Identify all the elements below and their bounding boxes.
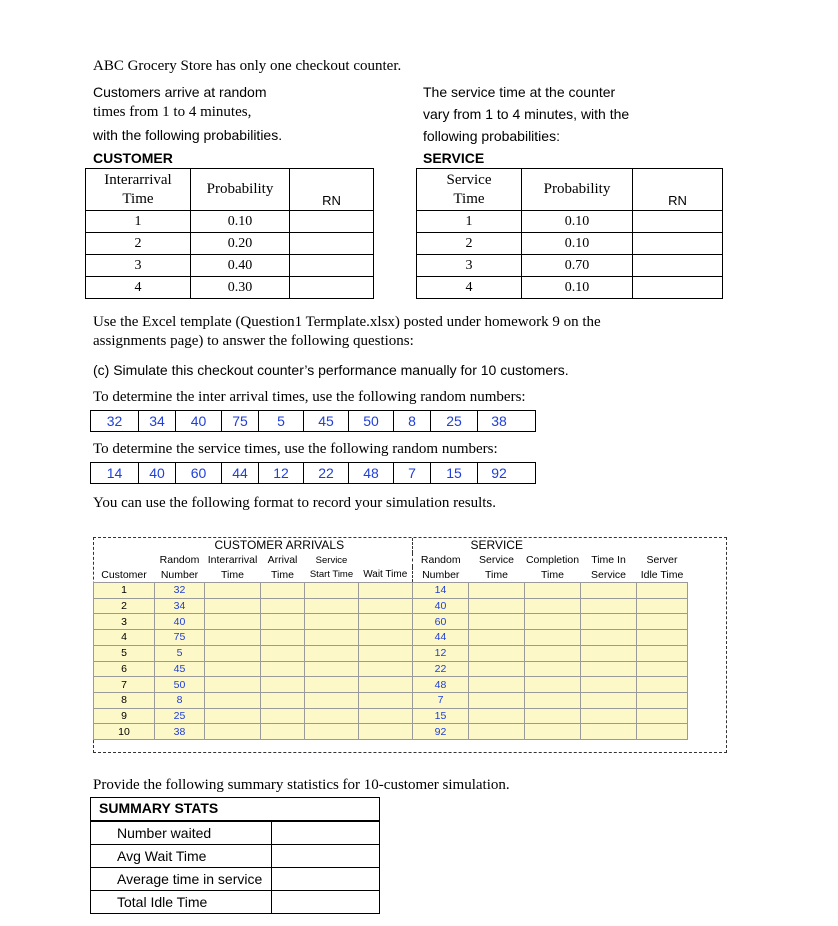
- arrival-time-cell[interactable]: [261, 630, 305, 646]
- service-random-cell: 92: [413, 724, 469, 740]
- idle-time-cell[interactable]: [637, 692, 688, 708]
- summary-title: SUMMARY STATS: [91, 798, 379, 821]
- service-time-cell[interactable]: [469, 614, 525, 630]
- service-start-cell[interactable]: [305, 708, 359, 724]
- time-cell: 4: [417, 277, 522, 299]
- summary-label: Number waited: [117, 825, 212, 841]
- summary-label: Average time in service: [117, 871, 263, 887]
- random-number: 12: [259, 463, 304, 483]
- service-random-numbers: [90, 462, 536, 484]
- time-in-service-cell[interactable]: [581, 661, 637, 677]
- service-start-cell[interactable]: [305, 614, 359, 630]
- time-in-service-cell[interactable]: [581, 598, 637, 614]
- completion-time-cell[interactable]: [525, 583, 581, 599]
- random-number: 22: [304, 463, 349, 483]
- rn-cell[interactable]: [290, 211, 374, 233]
- table-row: [417, 211, 723, 233]
- probability-header: Probability: [191, 169, 290, 211]
- col-completion-sub: Time: [525, 567, 581, 582]
- wait-time-cell[interactable]: [359, 677, 413, 693]
- random-number: 32: [91, 411, 139, 431]
- service-start-cell[interactable]: [305, 583, 359, 599]
- time-in-service-cell[interactable]: [581, 583, 637, 599]
- service-random-cell: 60: [413, 614, 469, 630]
- service-random-cell: 48: [413, 677, 469, 693]
- service-time-header-line2: Time: [453, 190, 485, 207]
- service-time-header: [417, 169, 522, 211]
- idle-time-cell[interactable]: [637, 645, 688, 661]
- arrival-time-cell[interactable]: [261, 598, 305, 614]
- service-desc-line1: The service time at the counter: [423, 84, 616, 100]
- random-number: 44: [222, 463, 259, 483]
- table-row: [94, 645, 688, 661]
- time-in-service-cell[interactable]: [581, 724, 637, 740]
- summary-label: Total Idle Time: [117, 894, 208, 910]
- table-row: [417, 277, 723, 299]
- time-cell: 3: [86, 255, 191, 277]
- group-header-row: [94, 538, 688, 553]
- customer-number-cell: 2: [94, 598, 155, 614]
- interarrival-time-cell[interactable]: [205, 645, 261, 661]
- col-interarrival-sub: Time: [205, 567, 261, 582]
- service-time-header-line1: Service: [446, 171, 492, 188]
- header-row-1: [94, 553, 688, 568]
- service-table-title: SERVICE: [423, 150, 485, 166]
- completion-time-cell[interactable]: [525, 661, 581, 677]
- random-number: 60: [176, 463, 222, 483]
- service-time-cell[interactable]: [469, 708, 525, 724]
- random-number: 50: [349, 411, 394, 431]
- service-time-cell[interactable]: [469, 692, 525, 708]
- prob-cell: 0.40: [191, 255, 290, 277]
- format-prompt: You can use the following format to record your simulation results.: [93, 495, 496, 511]
- idle-time-cell[interactable]: [637, 614, 688, 630]
- interarrival-time-cell[interactable]: [205, 661, 261, 677]
- prob-cell: 0.30: [191, 277, 290, 299]
- random-number: 75: [222, 411, 259, 431]
- service-random-cell: 22: [413, 661, 469, 677]
- interarrival-prompt: To determine the inter arrival times, use the following random numbers:: [93, 389, 526, 405]
- random-number: 7: [394, 463, 431, 483]
- col-arrival-sub: Time: [261, 567, 305, 582]
- rn-cell[interactable]: [633, 255, 723, 277]
- table-row: [86, 277, 374, 299]
- completion-time-cell[interactable]: [525, 614, 581, 630]
- random-number: 5: [259, 411, 304, 431]
- customer-desc-line1: Customers arrive at random: [93, 84, 267, 100]
- col-service-start: Service: [305, 553, 359, 568]
- col-random-number-sub: Number: [155, 567, 205, 582]
- service-probability-table: [416, 168, 723, 299]
- random-number: 34: [139, 411, 176, 431]
- wait-time-cell[interactable]: [359, 692, 413, 708]
- time-cell: 3: [417, 255, 522, 277]
- random-number: 25: [431, 411, 478, 431]
- customer-number-cell: 10: [94, 724, 155, 740]
- arrival-time-cell[interactable]: [261, 661, 305, 677]
- interarrival-time-cell[interactable]: [205, 614, 261, 630]
- arrival-random-cell: 32: [155, 583, 205, 599]
- arrival-time-cell[interactable]: [261, 583, 305, 599]
- idle-time-cell[interactable]: [637, 583, 688, 599]
- time-in-service-cell[interactable]: [581, 708, 637, 724]
- time-cell: 2: [86, 233, 191, 255]
- summary-value-cell[interactable]: [271, 845, 379, 867]
- idle-time-cell[interactable]: [637, 661, 688, 677]
- col-service-time: Service: [469, 553, 525, 568]
- arrival-random-cell: 75: [155, 630, 205, 646]
- customer-arrivals-header: CUSTOMER ARRIVALS: [155, 538, 413, 553]
- wait-time-cell[interactable]: [359, 598, 413, 614]
- time-in-service-cell[interactable]: [581, 614, 637, 630]
- interarrival-time-cell[interactable]: [205, 708, 261, 724]
- summary-value-cell[interactable]: [271, 822, 379, 844]
- random-number: 45: [304, 411, 349, 431]
- col-arrival: Arrival: [261, 553, 305, 568]
- part-c-text: (c) Simulate this checkout counter’s performance manually for 10 customers.: [93, 362, 569, 378]
- arrival-random-cell: 8: [155, 692, 205, 708]
- interarrival-random-numbers: [90, 410, 536, 432]
- instruction-line1: Use the Excel template (Question1 Termplate.xlsx) posted under homework 9 on the: [93, 314, 601, 330]
- arrival-random-cell: 25: [155, 708, 205, 724]
- prob-cell: 0.10: [191, 211, 290, 233]
- rn-header: RN: [633, 169, 723, 211]
- random-number: 38: [491, 413, 507, 429]
- service-start-cell[interactable]: [305, 677, 359, 693]
- table-row: [417, 255, 723, 277]
- wait-time-cell[interactable]: [359, 583, 413, 599]
- wait-time-cell[interactable]: [359, 645, 413, 661]
- interarrival-header-line1: Interarrival: [104, 171, 172, 188]
- random-number: 8: [394, 411, 431, 431]
- prob-cell: 0.10: [522, 277, 633, 299]
- prob-cell: 0.70: [522, 255, 633, 277]
- rn-cell[interactable]: [633, 211, 723, 233]
- intro-text: ABC Grocery Store has only one checkout counter.: [93, 58, 402, 74]
- time-cell: 1: [417, 211, 522, 233]
- col-completion: Completion: [525, 554, 580, 567]
- summary-row: [91, 821, 379, 844]
- header-row-2: [94, 567, 688, 582]
- table-row: [94, 598, 688, 614]
- probability-header: Probability: [522, 169, 633, 211]
- service-random-cell: 14: [413, 583, 469, 599]
- wait-time-cell[interactable]: [359, 614, 413, 630]
- service-start-cell[interactable]: [305, 598, 359, 614]
- idle-time-cell[interactable]: [637, 724, 688, 740]
- summary-stats-table: [90, 797, 380, 914]
- table-row: [94, 583, 688, 599]
- col-customer: Customer: [94, 567, 155, 582]
- col-wait-time: Wait Time: [359, 567, 413, 582]
- random-number: 48: [349, 463, 394, 483]
- arrival-time-cell[interactable]: [261, 645, 305, 661]
- customer-number-cell: 3: [94, 614, 155, 630]
- arrival-time-cell[interactable]: [261, 677, 305, 693]
- time-in-service-cell[interactable]: [581, 645, 637, 661]
- summary-prompt: Provide the following summary statistics for 10-customer simulation.: [93, 777, 510, 793]
- time-cell: 2: [417, 233, 522, 255]
- col-time-in: Time In: [581, 553, 637, 568]
- arrival-random-cell: 5: [155, 645, 205, 661]
- completion-time-cell[interactable]: [525, 724, 581, 740]
- customer-table-title: CUSTOMER: [93, 150, 173, 166]
- col-service-start-sub: Start Time: [305, 567, 359, 582]
- arrival-random-cell: 45: [155, 661, 205, 677]
- time-cell: 4: [86, 277, 191, 299]
- rn-cell[interactable]: [633, 277, 723, 299]
- time-in-service-cell[interactable]: [581, 677, 637, 693]
- service-prompt: To determine the service times, use the following random numbers:: [93, 441, 498, 457]
- wait-time-cell[interactable]: [359, 724, 413, 740]
- customer-number-cell: 9: [94, 708, 155, 724]
- simulation-table: [93, 538, 688, 740]
- interarrival-time-cell[interactable]: [205, 677, 261, 693]
- table-row: [94, 708, 688, 724]
- idle-time-cell[interactable]: [637, 630, 688, 646]
- completion-time-cell[interactable]: [525, 708, 581, 724]
- random-number: 40: [176, 411, 222, 431]
- time-cell: 1: [86, 211, 191, 233]
- random-number: 15: [431, 463, 478, 483]
- summary-value-cell[interactable]: [271, 868, 379, 890]
- arrival-time-cell[interactable]: [261, 614, 305, 630]
- prob-cell: 0.10: [522, 233, 633, 255]
- rn-cell[interactable]: [290, 277, 374, 299]
- col-time-in-sub: Service: [581, 567, 637, 582]
- wait-time-cell[interactable]: [359, 630, 413, 646]
- service-random-cell: 40: [413, 598, 469, 614]
- customer-probability-table: [85, 168, 374, 299]
- completion-time-cell[interactable]: [525, 677, 581, 693]
- table-row: [94, 630, 688, 646]
- idle-time-cell[interactable]: [637, 708, 688, 724]
- table-row: [94, 661, 688, 677]
- prob-cell: 0.20: [191, 233, 290, 255]
- summary-label: Avg Wait Time: [117, 848, 207, 864]
- rn-header: RN: [290, 169, 374, 211]
- service-time-cell[interactable]: [469, 661, 525, 677]
- summary-row: [91, 890, 379, 913]
- completion-time-cell[interactable]: [525, 645, 581, 661]
- service-desc-line3: following probabilities:: [423, 128, 560, 144]
- interarrival-header-line2: Time: [122, 190, 154, 207]
- interarrival-header: [86, 169, 191, 211]
- random-number: 14: [91, 463, 139, 483]
- time-in-service-cell[interactable]: [581, 630, 637, 646]
- time-in-service-cell[interactable]: [581, 692, 637, 708]
- service-time-cell[interactable]: [469, 583, 525, 599]
- summary-row: [91, 844, 379, 867]
- rn-cell[interactable]: [290, 233, 374, 255]
- completion-time-cell[interactable]: [525, 630, 581, 646]
- arrival-time-cell[interactable]: [261, 692, 305, 708]
- completion-time-cell[interactable]: [525, 692, 581, 708]
- service-random-cell: 12: [413, 645, 469, 661]
- customer-number-cell: 6: [94, 661, 155, 677]
- rn-cell[interactable]: [290, 255, 374, 277]
- table-row: [86, 233, 374, 255]
- arrival-time-cell[interactable]: [261, 708, 305, 724]
- col-random-number: Random: [155, 553, 205, 568]
- arrival-random-cell: 34: [155, 598, 205, 614]
- wait-time-cell[interactable]: [359, 708, 413, 724]
- completion-time-cell[interactable]: [525, 598, 581, 614]
- rn-cell[interactable]: [633, 233, 723, 255]
- service-random-cell: 15: [413, 708, 469, 724]
- customer-number-cell: 1: [94, 583, 155, 599]
- service-start-cell[interactable]: [305, 645, 359, 661]
- service-random-cell: 44: [413, 630, 469, 646]
- customer-desc-line3: with the following probabilities.: [93, 127, 283, 143]
- arrival-random-cell: 38: [155, 724, 205, 740]
- table-row: [86, 255, 374, 277]
- col-service-time-sub: Time: [469, 567, 525, 582]
- random-number: 92: [491, 465, 507, 481]
- idle-time-cell[interactable]: [637, 598, 688, 614]
- customer-desc-line2: times from 1 to 4 minutes,: [93, 104, 252, 120]
- service-time-cell[interactable]: [469, 598, 525, 614]
- arrival-random-cell: 50: [155, 677, 205, 693]
- service-start-cell[interactable]: [305, 630, 359, 646]
- service-start-cell[interactable]: [305, 692, 359, 708]
- service-start-cell[interactable]: [305, 724, 359, 740]
- idle-time-cell[interactable]: [637, 677, 688, 693]
- summary-value-cell[interactable]: [271, 891, 379, 913]
- customer-number-cell: 4: [94, 630, 155, 646]
- col-random-number-2-sub: Number: [413, 567, 469, 582]
- summary-row: [91, 867, 379, 890]
- col-idle-sub: Idle Time: [637, 567, 688, 582]
- customer-number-cell: 5: [94, 645, 155, 661]
- table-row: [94, 677, 688, 693]
- col-interarrival: Interarrival: [205, 553, 261, 568]
- instruction-line2: assignments page) to answer the following questions:: [93, 333, 414, 349]
- prob-cell: 0.10: [522, 211, 633, 233]
- table-row: [417, 233, 723, 255]
- arrival-random-cell: 40: [155, 614, 205, 630]
- service-random-cell: 7: [413, 692, 469, 708]
- service-desc-line2: vary from 1 to 4 minutes, with the: [423, 106, 630, 122]
- col-random-number-2: Random: [413, 553, 469, 568]
- table-row: [86, 211, 374, 233]
- customer-number-cell: 8: [94, 692, 155, 708]
- table-row: [94, 692, 688, 708]
- random-number: 40: [139, 463, 176, 483]
- service-time-cell[interactable]: [469, 724, 525, 740]
- service-start-cell[interactable]: [305, 661, 359, 677]
- wait-time-cell[interactable]: [359, 661, 413, 677]
- col-idle: Server: [637, 553, 688, 568]
- table-row: [94, 614, 688, 630]
- service-time-cell[interactable]: [469, 630, 525, 646]
- interarrival-time-cell[interactable]: [205, 598, 261, 614]
- customer-number-cell: 7: [94, 677, 155, 693]
- service-time-cell[interactable]: [469, 677, 525, 693]
- table-row: [94, 724, 688, 740]
- arrival-time-cell[interactable]: [261, 724, 305, 740]
- service-group-header: SERVICE: [413, 538, 581, 553]
- interarrival-time-cell[interactable]: [205, 630, 261, 646]
- interarrival-time-cell[interactable]: [205, 692, 261, 708]
- interarrival-time-cell[interactable]: [205, 724, 261, 740]
- interarrival-time-cell[interactable]: [205, 583, 261, 599]
- service-time-cell[interactable]: [469, 645, 525, 661]
